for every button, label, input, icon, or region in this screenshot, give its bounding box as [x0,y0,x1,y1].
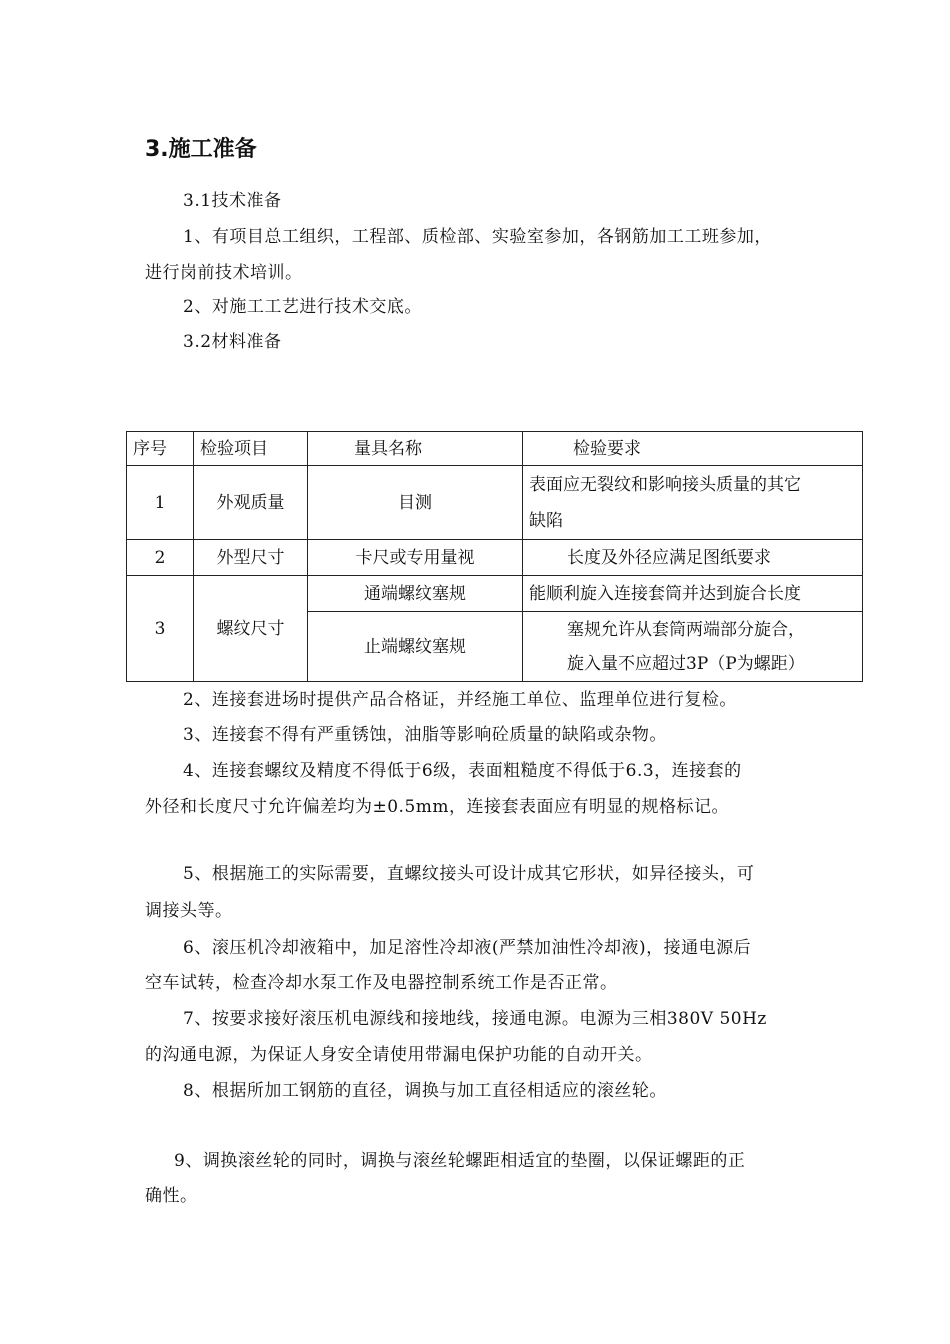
row-3-requirement-a: 能顺利旋入连接套筒并达到旋合长度 [523,576,863,612]
row-1-no: 1 [127,466,194,540]
material-5-line-2: 调接头等。 [145,901,233,921]
subsection-3-2: 3.2材料准备 [183,332,282,352]
material-4-line-2: 外径和长度尺寸允许偏差均为±0.5mm，连接套表面应有明显的规格标记。 [145,797,730,817]
row-3-tool-a: 通端螺纹塞规 [308,576,523,612]
material-7-line-1: 7、按要求接好滚压机电源线和接地线，接通电源。电源为三相380V 50Hz [183,1009,767,1029]
material-6-line-2: 空车试转，检查冷却水泵工作及电器控制系统工作是否正常。 [145,973,618,993]
row-2-no: 2 [127,540,194,576]
material-4-line-1: 4、连接套螺纹及精度不得低于6级，表面粗糙度不得低于6.3，连接套的 [183,761,742,781]
material-3: 3、连接套不得有严重锈蚀，油脂等影响砼质量的缺陷或杂物。 [183,725,667,745]
row-3-requirement-b-line-2: 旋入量不应超过3P（P为螺距） [567,653,805,674]
row-1-requirement-line-2: 缺陷 [529,510,563,531]
row-1-requirement-line-1: 表面应无裂纹和影响接头质量的其它 [529,474,801,495]
header-no: 序号 [127,432,194,466]
paragraph-1-line-1: 1、有项目总工组织，工程部、质检部、实验室参加，各钢筋加工工班参加， [183,227,772,247]
material-9-line-2: 确性。 [145,1186,198,1206]
material-8: 8、根据所加工钢筋的直径，调换与加工直径相适应的滚丝轮。 [183,1081,667,1101]
section-heading: 3.施工准备 [145,137,257,162]
material-7-line-2: 的沟通电源，为保证人身安全请使用带漏电保护功能的自动开关。 [145,1045,653,1065]
table-header-row [127,432,863,466]
header-item: 检验项目 [194,432,308,466]
row-3-requirement-b-line-1: 塞规允许从套筒两端部分旋合， [567,619,805,640]
row-3-item: 螺纹尺寸 [194,576,308,682]
material-5-line-1: 5、根据施工的实际需要，直螺纹接头可设计成其它形状，如异径接头，可 [183,864,755,884]
table-row [127,540,863,576]
header-tool: 量具名称 [308,432,523,466]
row-1-tool: 目测 [308,466,523,540]
row-2-item: 外型尺寸 [194,540,308,576]
row-2-requirement: 长度及外径应满足图纸要求 [523,540,863,576]
paragraph-2: 2、对施工工艺进行技术交底。 [183,297,422,317]
row-1-item: 外观质量 [194,466,308,540]
row-2-tool: 卡尺或专用量视 [308,540,523,576]
header-requirement: 检验要求 [523,432,863,466]
paragraph-1-line-2: 进行岗前技术培训。 [145,263,303,283]
material-9-line-1: 9、调换滚丝轮的同时，调换与滚丝轮螺距相适宜的垫圈，以保证螺距的正 [174,1151,746,1171]
row-3-requirement-b [523,612,863,682]
table-row [127,576,863,612]
row-3-no: 3 [127,576,194,682]
table-row [127,466,863,540]
row-1-requirement [523,466,863,540]
material-2: 2、连接套进场时提供产品合格证，并经施工单位、监理单位进行复检。 [183,690,737,710]
row-3-tool-b: 止端螺纹塞规 [308,612,523,682]
subsection-3-1: 3.1技术准备 [183,191,282,211]
material-6-line-1: 6、滚压机冷却液箱中，加足溶性冷却液(严禁加油性冷却液)，接通电源后 [183,938,752,958]
inspection-table [126,431,863,682]
